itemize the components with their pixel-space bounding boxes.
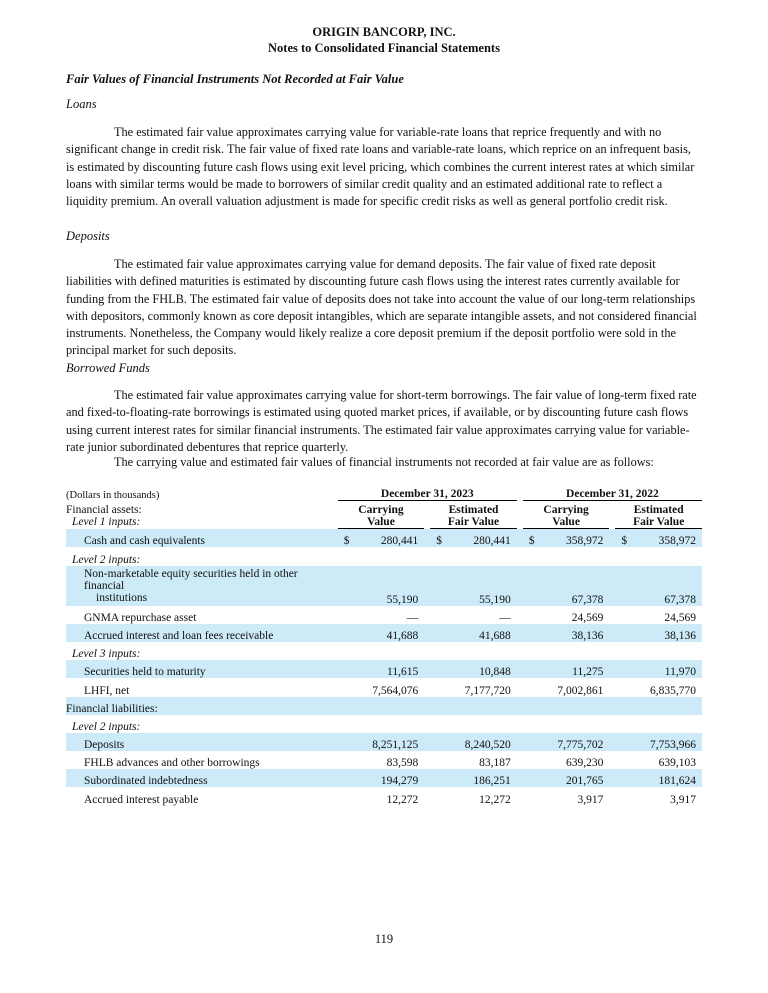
cell-value: 41,688 [450,624,516,642]
cell-value: 24,569 [664,611,696,624]
paragraph-deposits: The estimated fair value approximates carrying value for demand deposits. The fair value of fixed rate deposit liabilities with defined maturities is estimated by discounting future cash flows using the interest rates currently available for funding from the FHLB. The estimated fair value of deposits does not take into account the value of our long-term relationships with depositors, commonly known as core deposit intangibles, which are separate intangible assets, and not considered financial instruments. Nonetheless, the Company would likely realize a core deposit premium if the deposit portfolio were sold in the principal market for such deposits. [66,257,697,358]
company-name: ORIGIN BANCORP, INC. [312,25,456,39]
cell-value: 83,598 [386,757,419,770]
subheading-loans: Loans [66,97,97,111]
table-row [66,787,702,805]
cell-value: 67,378 [636,566,702,606]
level-row [66,642,702,660]
cell-value: 55,190 [450,566,516,606]
row-label: Non-marketable equity securities held in other financial institutions [66,566,338,606]
cell-value: 7,775,702 [543,733,609,751]
row-label: FHLB advances and other borrowings [84,757,260,770]
level-row [66,715,702,733]
cell-value: 3,917 [670,793,696,806]
subheading-deposits: Deposits [66,229,110,243]
row-label: GNMA repurchase asset [84,611,197,624]
units-label: (Dollars in thousands) [66,489,160,501]
cell-value: 83,187 [479,757,511,770]
cell-value: — [499,611,511,624]
cell-value: 8,240,520 [450,733,516,751]
page-number: 119 [374,932,394,946]
cell-value: 55,190 [358,566,424,606]
cell-value: 67,378 [543,566,609,606]
cell-value: 201,765 [543,769,609,787]
row-label: Deposits [66,733,338,751]
cell-value: 11,970 [636,660,702,678]
level-row [66,547,702,565]
row-label: Cash and cash equivalents [66,529,338,548]
table-row [66,606,702,624]
table-row [66,769,702,787]
cell-value: 8,251,125 [358,733,424,751]
cell-value: 639,103 [658,757,696,770]
table-row [66,751,702,769]
cell-value: 280,441 [450,529,516,548]
period-2023: December 31, 2023 [338,482,517,501]
period-2022: December 31, 2022 [523,482,702,501]
subheading-borrowed-funds: Borrowed Funds [66,361,150,375]
row-label: Securities held to maturity [66,660,338,678]
cell-value: 38,136 [543,624,609,642]
cell-value: 358,972 [543,529,609,548]
table-intro: The carrying value and estimated fair values of financial instruments not recorded at fair value are as follows: [114,455,654,469]
row-label: Accrued interest and loan fees receivable [66,624,338,642]
table-row: Cash and cash equivalents $ 280,441 $ 280,441 $ 358,972 $ 358,972 [66,529,702,548]
section-row [66,697,702,715]
cell-value: 12,272 [386,793,419,806]
cell-value: 6,835,770 [650,684,696,697]
financial-assets-label: Financial assets: [66,503,142,516]
document-subtitle: Notes to Consolidated Financial Statements [268,41,500,55]
section-title: Fair Values of Financial Instruments Not Recorded at Fair Value [66,72,404,86]
paragraph-loans: The estimated fair value approximates carrying value for variable-rate loans that reprice frequently and with no significant change in credit risk. The fair value of fixed rate loans and variable-rate loans, which reprice on an infrequent basis, is estimated by discounting future cash flows using exit level pricing, which combines the current interest rates at which similar loans with similar terms would be made to borrowers of similar credit quality and an estimated additional rate to reflect a liquidity premium. An overall valuation adjustment is made for specific credit risks as well as general portfolio credit risk. [66,125,695,209]
level2-assets-label: Level 2 inputs: [72,553,141,566]
table-row [66,660,702,678]
level3-label: Level 3 inputs: [72,648,141,661]
financial-liabilities-label: Financial liabilities: [66,697,702,715]
table-row [66,678,702,696]
cell-value: 7,002,861 [557,684,604,697]
paragraph-borrowed-funds: The estimated fair value approximates carrying value for short-term borrowings. The fair value of long-term fixed rate and fixed-to-floating-rate borrowings is estimated using quoted market prices, if available, or by discounting future cash flows using current interest rates for similar financial instruments. The estimated fair value approximates carrying value for variable-rate junior subordinated debentures that reprice quarterly. [66,388,697,454]
period-header-row [66,482,702,501]
row-label: LHFI, net [84,684,130,697]
cell-value: 7,753,966 [636,733,702,751]
col-fair-2022: Estimated Fair Value [615,501,702,529]
cell-value: 7,177,720 [464,684,511,697]
col-carrying-2022: Carrying Value [523,501,610,529]
cell-value: 186,251 [450,769,516,787]
cell-value: 358,972 [636,529,702,548]
cell-value: 181,624 [636,769,702,787]
cell-value: 38,136 [636,624,702,642]
cell-value: 24,569 [571,611,604,624]
column-header-row [66,501,702,529]
table-row [66,624,702,642]
cell-value: 7,564,076 [372,684,419,697]
table-row [66,733,702,751]
cell-value: 639,230 [565,757,604,770]
cell-value: 3,917 [577,793,604,806]
row-label: Subordinated indebtedness [66,769,338,787]
cell-value: 10,848 [450,660,516,678]
cell-value: 12,272 [479,793,511,806]
level1-label: Level 1 inputs: [72,515,141,528]
fair-value-table [66,482,702,806]
table-row [66,566,702,606]
cell-value: — [406,611,419,624]
cell-value: 11,615 [358,660,424,678]
cell-value: 194,279 [358,769,424,787]
level2-liabilities-label: Level 2 inputs: [72,720,141,733]
row-label: Accrued interest payable [84,793,199,806]
col-carrying-2023: Carrying Value [338,501,425,529]
cell-value: 280,441 [358,529,424,548]
cell-value: 41,688 [358,624,424,642]
cell-value: 11,275 [543,660,609,678]
col-fair-2023: Estimated Fair Value [430,501,517,529]
